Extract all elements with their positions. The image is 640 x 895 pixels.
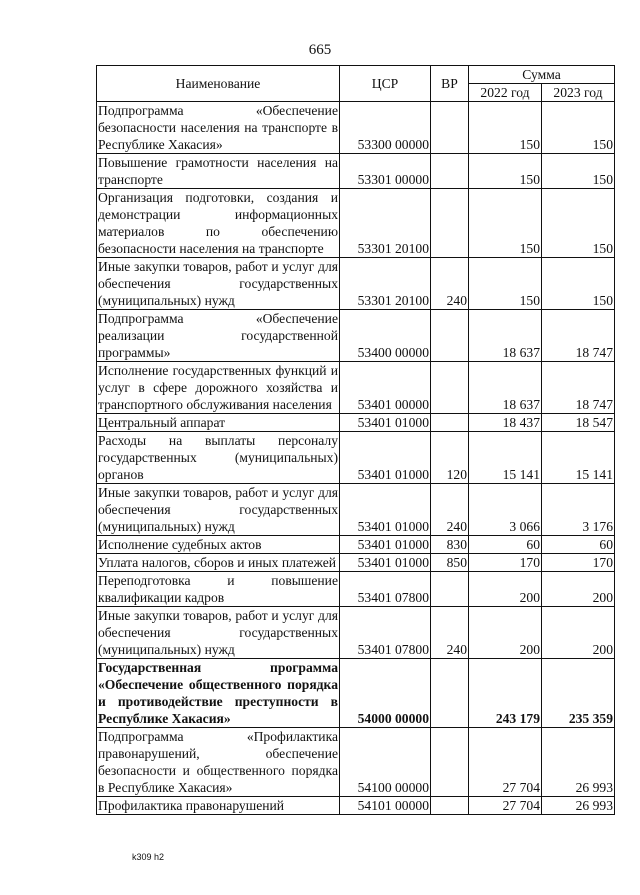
page-number: 665 <box>308 42 332 58</box>
header-sum: Сумма <box>469 66 615 84</box>
row-sum-2023: 18 747 <box>542 362 615 414</box>
footer-code: k309 h2 <box>132 852 165 862</box>
row-sum-2022: 150 <box>469 102 542 154</box>
row-sum-2023: 60 <box>542 536 615 554</box>
row-name: Профилактика правонарушений <box>97 797 340 815</box>
row-sum-2022: 170 <box>469 554 542 572</box>
row-name: Переподготовка и повышение квалификации кадров <box>98 573 338 605</box>
row-sum-2022: 15 141 <box>469 432 542 484</box>
row-vr: 120 <box>431 432 469 484</box>
row-csr: 54000 00000 <box>340 659 431 728</box>
row-csr: 53400 00000 <box>340 310 431 362</box>
row-vr <box>431 102 469 154</box>
row-sum-2022: 18 637 <box>469 362 542 414</box>
row-sum-2023: 150 <box>542 154 615 189</box>
table-body <box>97 102 615 815</box>
row-vr <box>431 189 469 258</box>
row-sum-2022: 150 <box>469 258 542 310</box>
row-vr: 240 <box>431 607 469 659</box>
header-year-2022: 2022 год <box>469 84 542 102</box>
row-name: Иные закупки товаров, работ и услуг для обеспечения государственных (муниципальных) нужд <box>98 259 338 308</box>
row-vr <box>431 728 469 797</box>
row-vr <box>431 797 469 815</box>
row-vr <box>431 310 469 362</box>
row-sum-2023: 15 141 <box>542 432 615 484</box>
row-csr: 53401 01000 <box>340 484 431 536</box>
row-csr: 53301 20100 <box>340 189 431 258</box>
row-vr: 240 <box>431 258 469 310</box>
row-vr <box>431 572 469 607</box>
row-name: Исполнение государственных функций и услуг в сфере дорожного хозяйства и транспортного обслуживания населения <box>98 363 338 412</box>
row-sum-2022: 18 637 <box>469 310 542 362</box>
table-row <box>97 189 615 258</box>
row-sum-2023: 150 <box>542 189 615 258</box>
row-csr: 53401 01000 <box>340 554 431 572</box>
row-vr <box>431 659 469 728</box>
row-csr: 53401 07800 <box>340 607 431 659</box>
row-name: Центральный аппарат <box>97 414 340 432</box>
row-vr: 240 <box>431 484 469 536</box>
table-row <box>97 659 615 728</box>
row-sum-2023: 200 <box>542 572 615 607</box>
row-vr: 850 <box>431 554 469 572</box>
table-row <box>97 154 615 189</box>
row-name: Государственная программа «Обеспечение общественного порядка и противодействие преступности в Республике Хакасия» <box>98 660 338 726</box>
table-row <box>97 484 615 536</box>
row-sum-2022: 200 <box>469 572 542 607</box>
row-csr: 53301 00000 <box>340 154 431 189</box>
row-vr <box>431 414 469 432</box>
row-csr: 53401 01000 <box>340 432 431 484</box>
row-csr: 53401 00000 <box>340 362 431 414</box>
row-sum-2023: 18 547 <box>542 414 615 432</box>
row-sum-2022: 27 704 <box>469 728 542 797</box>
row-csr: 53401 01000 <box>340 414 431 432</box>
row-sum-2022: 3 066 <box>469 484 542 536</box>
row-vr <box>431 362 469 414</box>
row-name: Подпрограмма «Профилактика правонарушений, обеспечение безопасности и общественного порядка в Республике Хакасия» <box>98 729 338 795</box>
row-sum-2023: 150 <box>542 102 615 154</box>
header-vr: ВР <box>431 66 469 102</box>
row-vr: 830 <box>431 536 469 554</box>
row-name: Иные закупки товаров, работ и услуг для обеспечения государственных (муниципальных) нужд <box>98 608 338 657</box>
budget-table <box>96 65 615 815</box>
row-name: Исполнение судебных актов <box>97 536 340 554</box>
row-sum-2022: 27 704 <box>469 797 542 815</box>
table-row <box>97 102 615 154</box>
table-row <box>97 258 615 310</box>
row-sum-2022: 60 <box>469 536 542 554</box>
row-csr: 53301 20100 <box>340 258 431 310</box>
table-row <box>97 797 615 815</box>
table-row <box>97 607 615 659</box>
row-name: Иные закупки товаров, работ и услуг для обеспечения государственных (муниципальных) нужд <box>98 485 338 534</box>
row-sum-2023: 18 747 <box>542 310 615 362</box>
row-csr: 53300 00000 <box>340 102 431 154</box>
row-name: Подпрограмма «Обеспечение реализации государственной программы» <box>98 311 338 360</box>
table-row <box>97 554 615 572</box>
table-row <box>97 728 615 797</box>
row-sum-2023: 170 <box>542 554 615 572</box>
row-sum-2022: 243 179 <box>469 659 542 728</box>
table-row <box>97 432 615 484</box>
row-sum-2022: 150 <box>469 189 542 258</box>
row-sum-2022: 200 <box>469 607 542 659</box>
row-sum-2022: 18 437 <box>469 414 542 432</box>
row-name: Организация подготовки, создания и демонстрации информационных материалов по обеспечению безопасности населения на транспорте <box>98 190 338 256</box>
row-csr: 53401 01000 <box>340 536 431 554</box>
table-row <box>97 362 615 414</box>
header-year-2023: 2023 год <box>542 84 615 102</box>
row-csr: 54100 00000 <box>340 728 431 797</box>
row-sum-2023: 150 <box>542 258 615 310</box>
table-row <box>97 310 615 362</box>
row-name: Уплата налогов, сборов и иных платежей <box>97 554 340 572</box>
row-name: Повышение грамотности населения на транспорте <box>98 155 338 187</box>
row-name: Расходы на выплаты персоналу государственных (муниципальных) органов <box>98 433 338 482</box>
row-csr: 53401 07800 <box>340 572 431 607</box>
table-row <box>97 536 615 554</box>
row-sum-2023: 235 359 <box>542 659 615 728</box>
table-row <box>97 414 615 432</box>
row-sum-2023: 26 993 <box>542 728 615 797</box>
row-name: Подпрограмма «Обеспечение безопасности населения на транспорте в Республике Хакасия» <box>98 103 338 152</box>
header-csr: ЦСР <box>340 66 431 102</box>
row-csr: 54101 00000 <box>340 797 431 815</box>
row-vr <box>431 154 469 189</box>
row-sum-2023: 200 <box>542 607 615 659</box>
row-sum-2023: 26 993 <box>542 797 615 815</box>
row-sum-2023: 3 176 <box>542 484 615 536</box>
header-name: Наименование <box>97 66 340 102</box>
table-row <box>97 572 615 607</box>
row-sum-2022: 150 <box>469 154 542 189</box>
